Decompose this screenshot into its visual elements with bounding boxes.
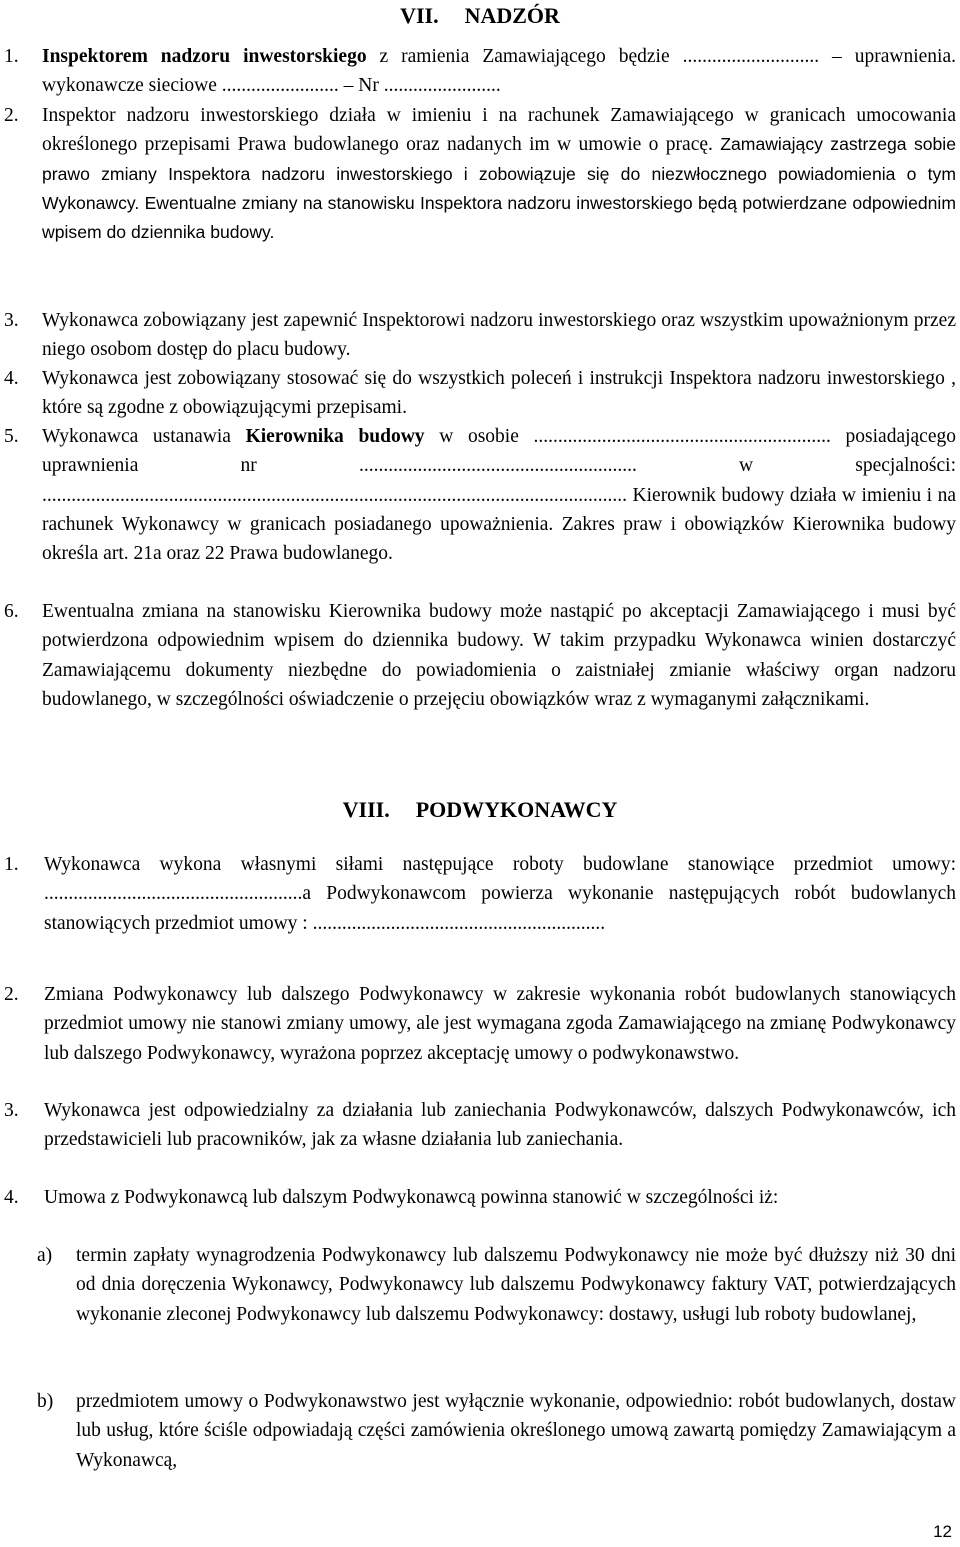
section-8-heading — [0, 796, 960, 824]
section-8-title: PODWYKONAWCY — [415, 797, 618, 822]
item-number: 4. — [4, 368, 19, 389]
item-number: 1. — [4, 46, 19, 67]
section-8-number: VIII. — [342, 797, 390, 822]
item-text: Wykonawca wykona własnymi siłami następujące roboty budowlane stanowiące przedmiot umowy: .....................................................a Podwykonawcom powierza wykonanie następujących robót budowlanych stanowiących przedmiot umowy : ............................................................ — [44, 854, 956, 934]
item-number: 2. — [4, 984, 19, 1005]
item-text: Ewentualna zmiana na stanowisku Kierownika budowy może nastąpić po akceptacji Zamawiającego i musi być potwierdzona odpowiednim wpisem do dziennika budowy. W takim przypadku Wykonawca winien dostarczyć Zamawiającemu dokumenty niezbędne do powiadomienia o zaistniałej zmianie właściwy organ nadzoru budowlanego, w szczególności oświadczenie o przejęciu obowiązków wraz z wymaganymi załącznikami. — [42, 601, 956, 710]
subitem-text: przedmiotem umowy o Podwykonawstwo jest wyłącznie wykonanie, odpowiednio: robót budowlanych, dostaw lub usług, które ściśle odpowiadają części zamówienia określonego umową zawartą pomiędzy Zamawiającym a Wykonawcą, — [76, 1391, 956, 1471]
section-7-number: VII. — [400, 3, 439, 28]
subitem-letter: a) — [37, 1245, 53, 1266]
item-bold-text: Inspektorem nadzoru inwestorskiego — [42, 46, 367, 67]
subitem-letter: b) — [37, 1391, 54, 1412]
item-number: 4. — [4, 1187, 19, 1208]
item-text: Umowa z Podwykonawcą lub dalszym Podwykonawcą powinna stanowić w szczególności iż: — [44, 1187, 779, 1208]
item-number: 2. — [4, 105, 19, 126]
item-text: z ramienia Zamawiającego będzie ............................ – uprawnienia. wykonawcze sieciowe ........................ – Nr ........................ — [42, 46, 956, 97]
item-number: 3. — [4, 310, 19, 331]
item-text: Wykonawca jest odpowiedzialny za działania lub zaniechania Podwykonawców, dalszych Podwykonawców, ich przedstawicieli lub pracowników, jak za własne działania lub zaniechania. — [44, 1100, 956, 1151]
item-text: Inspektor nadzoru inwestorskiego działa w imieniu i na rachunek Zamawiającego w granicach umocowania określonego przepisami Prawa budowlanego oraz nadanych im w umowie o pracę. — [42, 105, 956, 156]
section-7-title: NADZÓR — [464, 3, 560, 28]
item-text: Wykonawca zobowiązany jest zapewnić Inspektorowi nadzoru inwestorskiego oraz wszystkim upoważnionym przez niego osobom dostęp do placu budowy. — [42, 310, 956, 361]
item-text-pre: Wykonawca ustanawia — [42, 426, 246, 447]
item-number: 5. — [4, 426, 19, 447]
item-text-sans: Zamawiający zastrzega sobie prawo zmiany Inspektora nadzoru inwestorskiego i zobowiązuje się do niezwłocznego powiadomienia o tym Wykonawcy. Ewentualne zmiany na stanowisku Inspektora nadzoru inwestorskiego będą potwierdzane odpowiednim wpisem do dziennika budowy. — [42, 134, 956, 243]
item-text: w osobie ............................................................. posiadającego uprawnienia nr ......................................................... w specjalności: ........................................................................................................................ Kierownik budowy działa w imieniu i na rachunek Wykonawcy w granicach posiadanego upoważnienia. Zakres praw i obowiązków Kierownika budowy określa art. 21a oraz 22 Prawa budowlanego. — [42, 426, 956, 565]
item-number: 3. — [4, 1100, 19, 1121]
subitem-text: termin zapłaty wynagrodzenia Podwykonawcy lub dalszemu Podwykonawcy nie może być dłuższy niż 30 dni od dnia doręczenia Wykonawcy, Podwykonawcy lub dalszemu Podwykonawcy faktury VAT, potwierdzających wykonanie zleconej Podwykonawcy lub dalszemu Podwykonawcy: dostawy, usługi lub roboty budowlanej, — [76, 1245, 956, 1325]
item-number: 1. — [4, 854, 19, 875]
item-text: Wykonawca jest zobowiązany stosować się do wszystkich poleceń i instrukcji Inspektora nadzoru inwestorskiego , które są zgodne z obowiązującymi przepisami. — [42, 368, 956, 419]
item-number: 6. — [4, 601, 19, 622]
item-bold-text: Kierownika budowy — [245, 426, 425, 447]
section-7-heading — [0, 2, 960, 30]
item-text: Zmiana Podwykonawcy lub dalszego Podwykonawcy w zakresie wykonania robót budowlanych stanowiących przedmiot umowy nie stanowi zmiany umowy, ale jest wymagana zgoda Zamawiającego na zmianę Podwykonawcy lub dalszego Podwykonawcy, wyrażona poprzez akceptację umowy o podwykonawstwo. — [44, 984, 956, 1064]
page-number: 12 — [933, 1522, 952, 1541]
